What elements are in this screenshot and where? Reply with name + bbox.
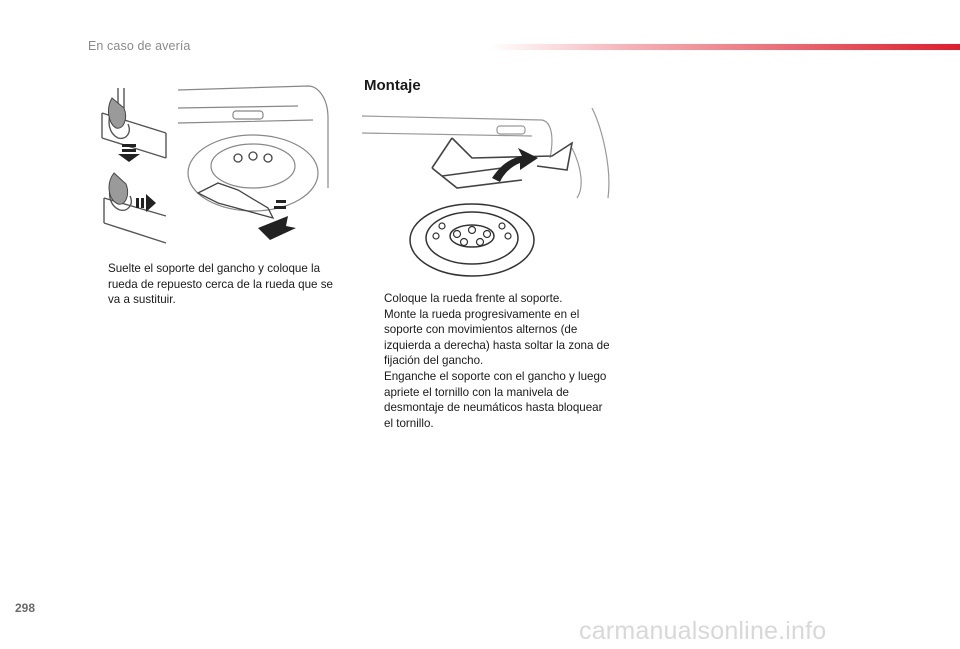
right-instructions [364,291,612,431]
instruction-text: Monte la rueda progresivamente en el soporte con movimientos alternos (de izquierda a derecha) hasta soltar la zona de fijación del gancho. [384,307,610,368]
watermark: carmanualsonline.info [579,617,827,645]
page-number: 298 [15,601,36,615]
spare-wheel-under-vehicle-illustration [178,78,340,250]
instruction-text: Enganche el soporte con el gancho y luego apriete el tornillo con la manivela de desmontaje de neumáticos hasta bloquear el tornillo. [384,369,607,430]
instruction-item [88,261,338,308]
header-accent-bar [490,44,960,50]
left-instructions [88,261,338,308]
instruction-item [364,369,612,431]
instruction-text: Suelte el soporte del gancho y coloque la rueda de repuesto cerca de la rueda que se va a sustituir. [108,262,333,307]
wheel-mounting-illustration [362,108,616,278]
instruction-item [364,291,612,307]
section-title: Montaje [364,77,421,94]
section-header: En caso de avería [88,39,191,53]
instruction-item [364,307,612,369]
hook-detail-illustration [96,78,172,250]
instruction-text: Coloque la rueda frente al soporte. [384,292,563,305]
